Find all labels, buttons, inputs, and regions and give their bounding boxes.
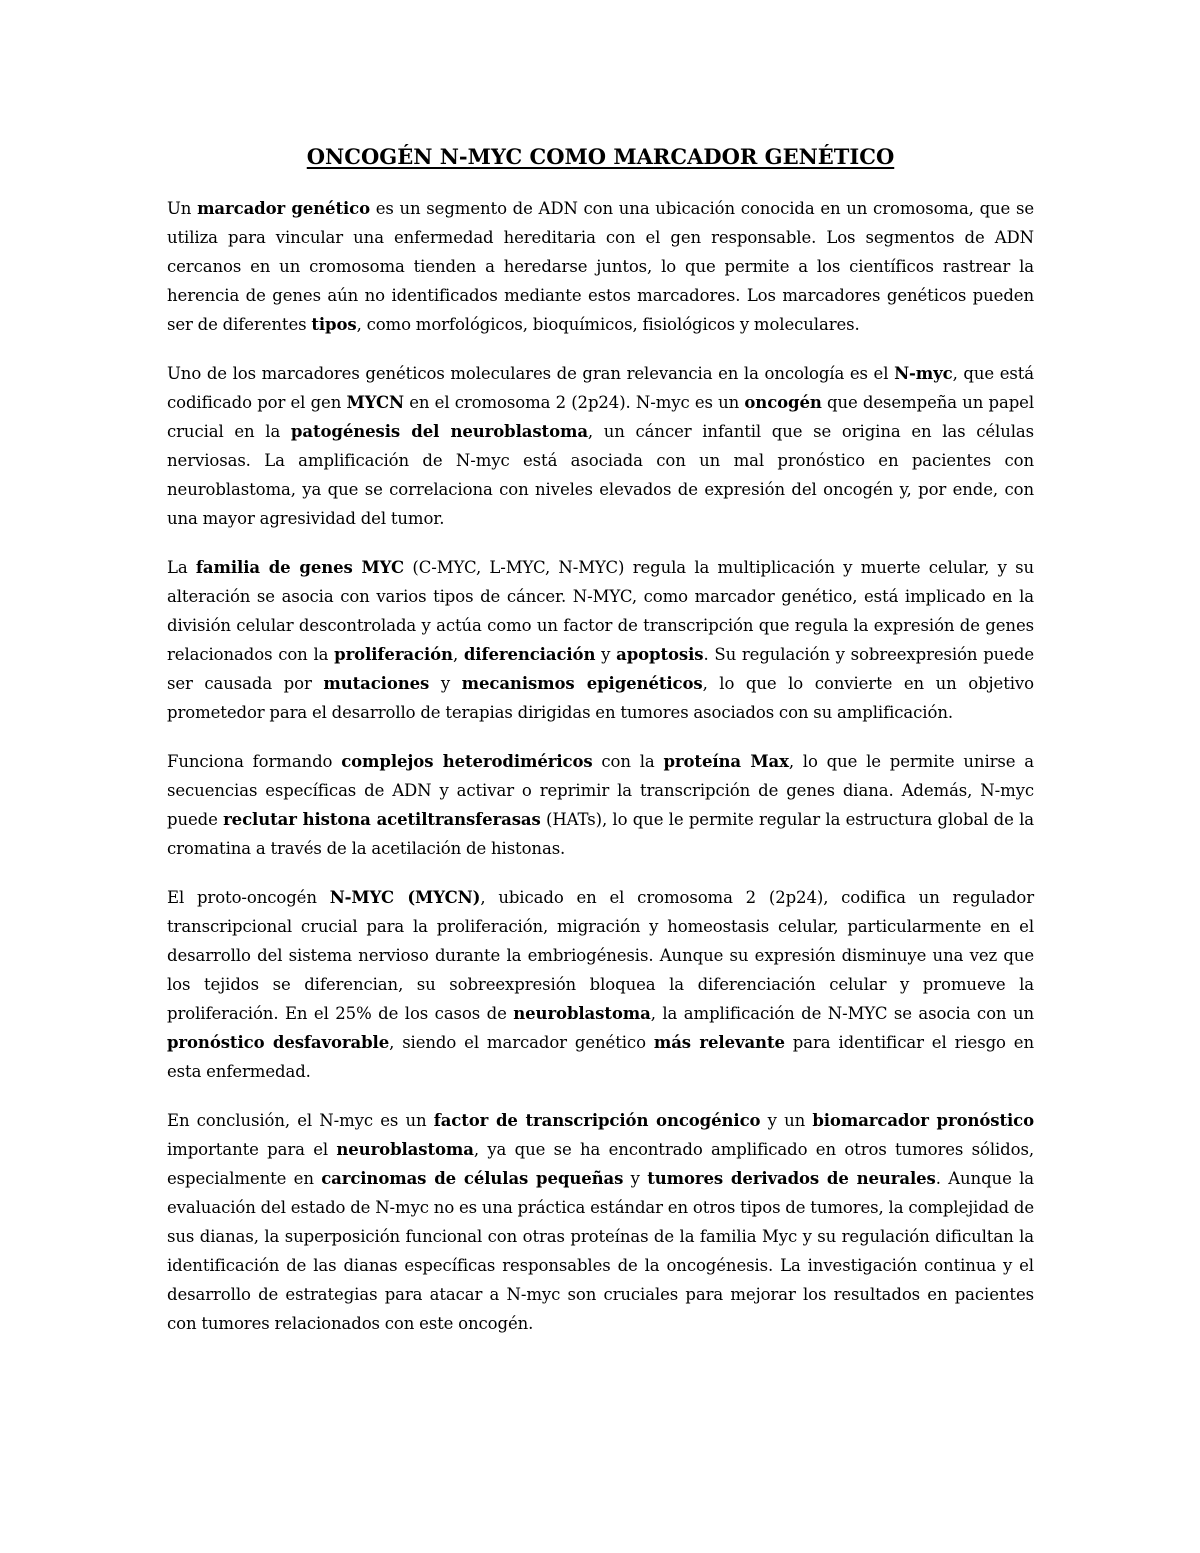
- text-run: , un cáncer infantil que se origina en las células nerviosas. La amplificación de N-myc está asociada con un mal pronóstico en pacientes con neuroblastoma, ya que se correlaciona con niveles elevados de expresión del oncogén y, por ende, con una mayor agresividad del tumor.: [167, 422, 1034, 528]
- bold-term: pronóstico desfavorable: [167, 1033, 390, 1052]
- bold-term: apoptosis: [616, 645, 704, 664]
- text-run: que desempeña un papel crucial en la: [167, 393, 1035, 441]
- text-run: , la amplificación de N-MYC se asocia con un: [650, 1004, 1034, 1023]
- bold-term: proliferación: [334, 645, 453, 664]
- bold-term: factor de transcripción oncogénico: [433, 1111, 761, 1130]
- bold-term: complejos heterodiméricos: [341, 752, 593, 771]
- text-run: Funciona formando: [167, 752, 342, 771]
- text-run: . Aunque la evaluación del estado de N-myc no es una práctica estándar en otros tipos de tumores, la complejidad de sus dianas, la superposición funcional con otras proteínas de la familia Myc y su regulación dificultan la identificación de las dianas específicas responsables de la oncogénesis. La investigación continua y el desarrollo de estrategias para atacar a N-myc son cruciales para mejorar los resultados en pacientes con tumores relacionados con este oncogén.: [167, 1169, 1034, 1333]
- bold-term: N-MYC (MYCN): [329, 888, 481, 907]
- bold-term: oncogén: [744, 393, 822, 412]
- bold-term: MYCN: [346, 393, 405, 412]
- text-run: con la: [592, 752, 664, 771]
- text-run: En conclusión, el N-myc es un: [167, 1111, 434, 1130]
- text-run: es un segmento de ADN con una ubicación conocida en un cromosoma, que se utiliza para vincular una enfermedad hereditaria con el gen responsable. Los segmentos de ADN cercanos en un cromosoma tienden a heredarse juntos, lo que permite a los científicos rastrear la herencia de genes aún no identificados mediante estos marcadores. Los marcadores genéticos pueden ser de diferentes: [167, 199, 1034, 334]
- text-run: en el cromosoma 2 (2p24). N-myc es un: [404, 393, 745, 412]
- paragraph-list: [167, 194, 1034, 1338]
- bold-term: tumores derivados de neurales: [647, 1169, 936, 1188]
- paragraph-4: [167, 747, 1034, 863]
- bold-term: tipos: [311, 315, 357, 334]
- text-run: , lo que le permite unirse a secuencias específicas de ADN y activar o reprimir la transcripción de genes diana. Además, N-myc puede: [167, 752, 1035, 829]
- paragraph-1: [167, 194, 1034, 339]
- bold-term: mecanismos epigenéticos: [461, 674, 703, 693]
- text-run: , ya que se ha encontrado amplificado en otros tumores sólidos, especialmente en: [167, 1140, 1034, 1188]
- paragraph-6: [167, 1106, 1034, 1338]
- text-run: ,: [452, 645, 464, 664]
- bold-term: biomarcador pronóstico: [812, 1111, 1035, 1130]
- text-run: . Su regulación y sobreexpresión puede ser causada por: [167, 645, 1034, 693]
- text-run: (C-MYC, L-MYC, N-MYC) regula la multiplicación y muerte celular, y su alteración se asocia con varios tipos de cáncer. N-MYC, como marcador genético, está implicado en la división celular descontrolada y actúa como un factor de transcripción que regula la expresión de genes relacionados con la: [167, 558, 1034, 664]
- text-run: y: [595, 645, 617, 664]
- bold-term: carcinomas de células pequeñas: [321, 1169, 624, 1188]
- bold-term: patogénesis del neuroblastoma: [290, 422, 588, 441]
- bold-term: marcador genético: [197, 199, 371, 218]
- text-run: , siendo el marcador genético: [389, 1033, 654, 1052]
- bold-term: neuroblastoma: [513, 1004, 651, 1023]
- text-run: , ubicado en el cromosoma 2 (2p24), codifica un regulador transcripcional crucial para la proliferación, migración y homeostasis celular, particularmente en el desarrollo del sistema nervioso durante la embriogénesis. Aunque su expresión disminuye una vez que los tejidos se diferencian, su sobreexpresión bloquea la diferenciación celular y promueve la proliferación. En el 25% de los casos de: [167, 888, 1034, 1023]
- text-run: , como morfológicos, bioquímicos, fisiológicos y moleculares.: [356, 315, 860, 334]
- text-run: y: [623, 1169, 648, 1188]
- text-run: para identificar el riesgo en esta enfermedad.: [167, 1033, 1034, 1081]
- document-title: ONCOGÉN N-MYC COMO MARCADOR GENÉTICO: [306, 144, 895, 169]
- bold-term: familia de genes MYC: [195, 558, 405, 577]
- document-body: [167, 140, 1034, 1358]
- text-run: importante para el: [167, 1140, 337, 1159]
- bold-term: N-myc: [894, 364, 953, 383]
- text-run: El proto-oncogén: [167, 888, 330, 907]
- text-run: La: [167, 558, 196, 577]
- bold-term: proteína Max: [663, 752, 789, 771]
- text-run: y un: [760, 1111, 813, 1130]
- paragraph-3: [167, 553, 1034, 727]
- paragraph-2: [167, 359, 1034, 533]
- bold-term: reclutar histona acetiltransferasas: [223, 810, 541, 829]
- bold-term: neuroblastoma: [336, 1140, 474, 1159]
- bold-term: diferenciación: [463, 645, 596, 664]
- text-run: , lo que lo convierte en un objetivo prometedor para el desarrollo de terapias dirigidas en tumores asociados con su amplificación.: [167, 674, 1034, 722]
- bold-term: más relevante: [653, 1033, 785, 1052]
- text-run: y: [429, 674, 462, 693]
- text-run: Uno de los marcadores genéticos moleculares de gran relevancia en la oncología es el: [167, 364, 895, 383]
- bold-term: mutaciones: [323, 674, 430, 693]
- text-run: , que está codificado por el gen: [167, 364, 1034, 412]
- paragraph-5: [167, 883, 1034, 1086]
- text-run: (HATs), lo que le permite regular la estructura global de la cromatina a través de la acetilación de histonas.: [167, 810, 1035, 858]
- text-run: Un: [167, 199, 198, 218]
